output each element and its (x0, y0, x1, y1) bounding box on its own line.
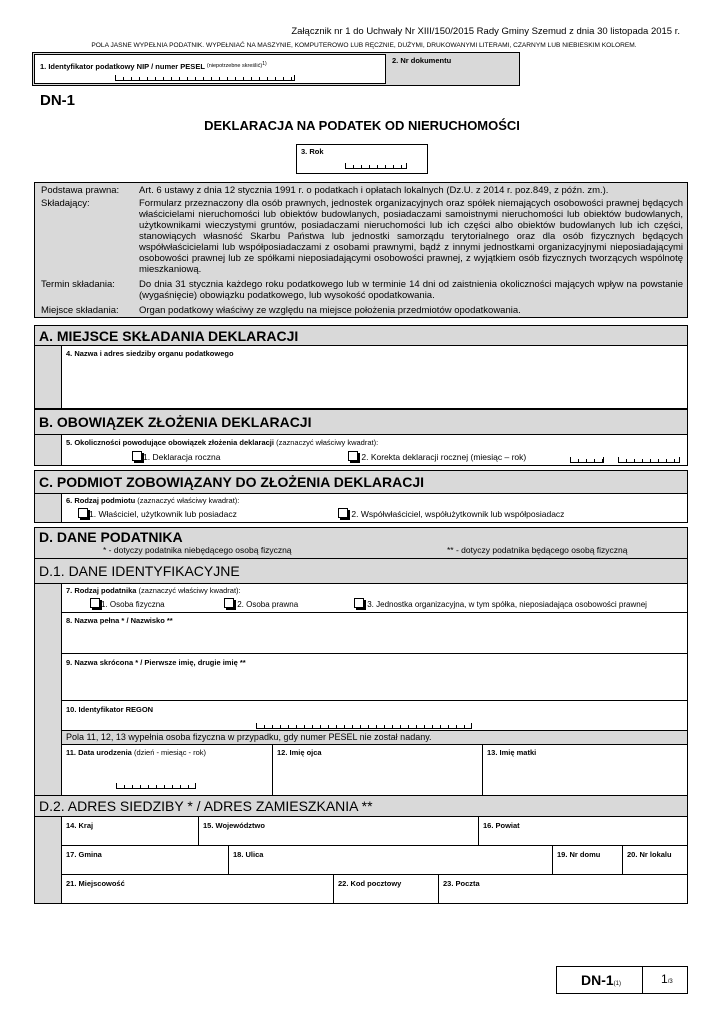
birth-date-ticks (116, 783, 196, 789)
section-b-header (34, 409, 688, 435)
section-d2-header (34, 795, 688, 817)
section-b-margin (34, 434, 62, 466)
doc-number-label: 2. Nr dokumentu (392, 56, 452, 65)
regon-digit-ticks (256, 723, 472, 729)
form-code: DN-1 (40, 92, 76, 109)
short-name-field[interactable] (61, 653, 688, 701)
municipality-field[interactable] (61, 845, 229, 875)
footer-form-sub: (1) (613, 981, 622, 987)
info-block (34, 182, 688, 318)
tax-id-label: 1. Identyfikator podatkowy NIP / numer PESEL (40, 62, 205, 71)
year-label: 3. Rok (301, 147, 324, 156)
locality-label: 21. Miejscowość (66, 879, 125, 888)
owner-label: 1. Właściciel, użytkownik lub posiadacz (89, 509, 237, 519)
regon-field[interactable] (61, 700, 688, 731)
co-owner-checkbox[interactable] (338, 508, 348, 518)
taxpayer-type-label: 7. Rodzaj podatnika (66, 586, 137, 595)
note-natural: ** - dotyczy podatnika będącego osobą fizyczną (447, 545, 628, 555)
postal-code-field[interactable] (333, 874, 439, 904)
section-d1-margin (34, 583, 62, 796)
legal-basis-text: Art. 6 ustawy z dnia 12 stycznia 1991 r. o podatkach i opłatach lokalnych (Dz.U. z 2014 r. poz.849, z późn. zm.). (139, 185, 609, 196)
option-co-owner[interactable] (338, 508, 564, 519)
section-c-margin (34, 493, 62, 523)
post-office-field[interactable] (438, 874, 688, 904)
tax-id-note: (niepotrzebne skreślić) (206, 63, 263, 69)
birth-date-field[interactable] (61, 744, 273, 796)
fill-instruction: POLA JASNE WYPEŁNIA PODATNIK. WYPEŁNIAĆ NA MASZYNIE, KOMPUTEROWO LUB RĘCZNIE, DUŻYMI, DRUKOWANYMI LITERAMI, CZARNYM LUB NIEBIESKIM KOLOREM. (91, 42, 637, 49)
deadline-label: Termin składania: (41, 279, 115, 290)
house-number-label: 19. Nr domu (557, 850, 601, 859)
annex-note: Załącznik nr 1 do Uchwały Nr XIII/150/2015 Rady Gminy Szemud z dnia 30 listopada 2015 r. (291, 26, 680, 37)
flat-number-label: 20. Nr lokalu (627, 850, 672, 859)
section-d-title: D. DANE PODATNIKA (39, 529, 183, 545)
section-d-header (34, 527, 688, 559)
entity-type-label: 6. Rodzaj podmiotu (66, 496, 136, 505)
voivodeship-field[interactable] (198, 816, 479, 846)
year-digit-ticks (345, 163, 407, 169)
footer-form-code: DN-1 (581, 972, 614, 988)
house-number-field[interactable] (552, 845, 623, 875)
legal-person-checkbox[interactable] (224, 598, 234, 608)
flat-number-field[interactable] (622, 845, 688, 875)
post-office-label: 23. Poczta (443, 879, 480, 888)
tax-office-label: 4. Nazwa i adres siedziby organu podatkowego (66, 349, 234, 358)
mother-name-field[interactable] (482, 744, 688, 796)
pesel-note-bar (61, 730, 688, 745)
legal-basis-label: Podstawa prawna: (41, 185, 120, 196)
correction-month-ticks (570, 457, 604, 463)
section-a-title: A. MIEJSCE SKŁADANIA DEKLARACJI (39, 328, 299, 344)
entity-type-note: (zaznaczyć właściwy kwadrat): (137, 496, 240, 505)
obligation-label: 5. Okoliczności powodujące obowiązek złożenia deklaracji (66, 438, 274, 447)
option-organisational-unit[interactable] (354, 598, 647, 609)
postal-code-label: 22. Kod pocztowy (338, 879, 402, 888)
pesel-note: Pola 11, 12, 13 wypełnia osoba fizyczna w przypadku, gdy numer PESEL nie został nadany. (66, 732, 432, 742)
footer-code-cell (557, 967, 643, 993)
option-annual[interactable] (132, 451, 220, 462)
mother-name-label: 13. Imię matki (487, 748, 537, 757)
natural-person-label: 1. Osoba fizyczna (101, 600, 165, 609)
country-label: 14. Kraj (66, 821, 94, 830)
correction-year-ticks (618, 457, 680, 463)
taxpayer-type-field (61, 583, 688, 613)
annual-label: 1. Deklaracja roczna (143, 452, 221, 462)
country-field[interactable] (61, 816, 199, 846)
full-name-field[interactable] (61, 612, 688, 654)
birth-date-note: (dzień - miesiąc - rok) (133, 748, 207, 757)
place-text: Organ podatkowy właściwy ze względu na miejsce położenia przedmiotów opodatkowania. (139, 305, 521, 316)
tax-id-field[interactable] (34, 54, 386, 84)
district-field[interactable] (478, 816, 688, 846)
legal-person-label: 2. Osoba prawna (237, 600, 299, 609)
place-label: Miejsce składania: (41, 305, 119, 316)
page-number: 1 (661, 972, 668, 986)
voivodeship-label: 15. Województwo (203, 821, 265, 830)
father-name-label: 12. Imię ojca (277, 748, 322, 757)
section-a-header (34, 325, 688, 346)
natural-person-checkbox[interactable] (90, 598, 100, 608)
organisational-unit-label: 3. Jednostka organizacyjna, w tym spółka, nieposiadająca osobowości prawnej (367, 600, 647, 609)
page-total: /3 (667, 979, 673, 985)
taxpayer-type-note: (zaznaczyć właściwy kwadrat): (138, 586, 241, 595)
section-d1-title: D.1. DANE IDENTYFIKACYJNE (39, 563, 240, 579)
tax-id-digit-ticks (115, 75, 295, 81)
note-non-natural: * - dotyczy podatnika niebędącego osobą fizyczną (103, 545, 292, 555)
annual-checkbox[interactable] (132, 451, 142, 461)
organisational-unit-checkbox[interactable] (354, 598, 364, 608)
birth-date-label: 11. Data urodzenia (66, 748, 132, 757)
option-natural-person[interactable] (90, 598, 165, 609)
obligation-field (61, 434, 688, 466)
owner-checkbox[interactable] (78, 508, 88, 518)
section-b-title: B. OBOWIĄZEK ZŁOŻENIA DEKLARACJI (39, 414, 312, 430)
option-owner[interactable] (78, 508, 237, 519)
locality-field[interactable] (61, 874, 334, 904)
district-label: 16. Powiat (483, 821, 520, 830)
regon-label: 10. Identyfikator REGON (66, 705, 154, 714)
form-title: DEKLARACJA NA PODATEK OD NIERUCHOMOŚCI (204, 118, 520, 133)
municipality-label: 17. Gmina (66, 850, 102, 859)
option-legal-person[interactable] (224, 598, 298, 609)
tax-id-sup: 1) (262, 61, 267, 67)
correction-label: 2. Korekta deklaracji rocznej (miesiąc – rok) (361, 452, 527, 462)
street-label: 18. Ulica (233, 850, 264, 859)
section-c-title: C. PODMIOT ZOBOWIĄZANY DO ZŁOŻENIA DEKLARACJI (39, 474, 424, 490)
deadline-text: Do dnia 31 stycznia każdego roku podatkowego lub w terminie 14 dni od zaistnienia okoliczności mających wpływ na powstanie (wygaśnięcie) obowiązku podatkowego, lub wysokość opodatkowania. (139, 279, 683, 301)
section-a-margin (34, 345, 62, 409)
section-d2-title: D.2. ADRES SIEDZIBY * / ADRES ZAMIESZKANIA ** (39, 798, 373, 814)
section-c-header (34, 470, 688, 494)
short-name-label: 9. Nazwa skrócona * / Pierwsze imię, drugie imię ** (66, 658, 246, 667)
street-field[interactable] (228, 845, 553, 875)
section-d2-margin (34, 816, 62, 904)
entity-type-field (61, 493, 688, 523)
co-owner-label: 2. Współwłaściciel, współużytkownik lub współposiadacz (351, 509, 565, 519)
year-field[interactable] (296, 144, 428, 174)
filer-text: Formularz przeznaczony dla osób prawnych, jednostek organizacyjnych oraz spółek niemających osobowości prawnej będących właścicielami nieruchomości lub obiektów budowlanych, posiadaczami samoistnymi nieruchomości lub obiektów budowlanych, użytkownikami wieczystymi gruntów, posiadaczami nieruchomości lub ich części albo obiektów budowlanych lub ich części, stanowiących własność Skarbu Państwa lub jednostki samorządu terytorialnego oraz dla osób fizycznych będących współwłaścicielami lub współposiadaczami z osobami prawnymi, bądź z innymi jednostkami organizacyjnymi nieposiadającymi osobowości prawnej lub ze spółkami nieposiadającymi osobowości prawnej, z wyjątkiem osób fizycznych tworzących wspólnotę mieszkaniową. (139, 198, 683, 275)
option-correction[interactable] (348, 451, 526, 462)
full-name-label: 8. Nazwa pełna * / Nazwisko ** (66, 616, 173, 625)
tax-office-field[interactable] (61, 345, 688, 409)
footer-box (556, 966, 688, 994)
correction-checkbox[interactable] (348, 451, 358, 461)
filer-label: Składający: (41, 198, 90, 209)
obligation-note: (zaznaczyć właściwy kwadrat): (276, 438, 379, 447)
father-name-field[interactable] (272, 744, 483, 796)
section-d1-header (34, 558, 688, 584)
